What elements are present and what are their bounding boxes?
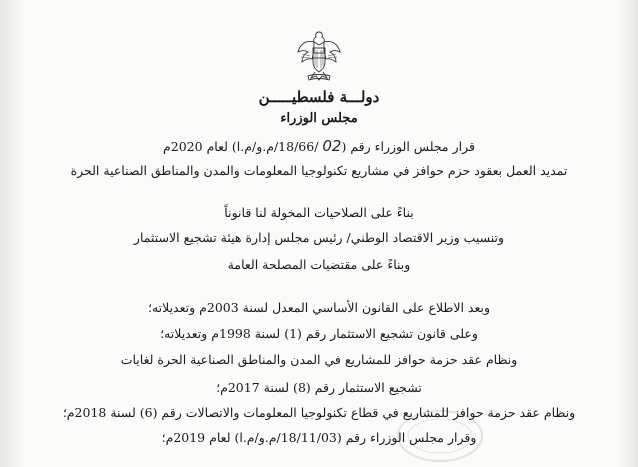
decision-number-suffix: /18/66/م.و/م.ا) لعام 2020م <box>163 139 323 154</box>
reference-line: تشجيع الاستثمار رقم (8) لسنة 2017م؛ <box>216 380 422 395</box>
country-heading: دولـــة فلسطيـــــن <box>258 88 380 106</box>
reference-line: وقرار مجلس الوزراء رقم (18/11/03/م.و/م.ا) لعام 2019م؛ <box>161 430 477 445</box>
reference-line: وبعد الاطلاع على القانون الأساسي المعدل لسنة 2003م وتعديلاته؛ <box>147 300 491 315</box>
reference-line: وعلى قانون تشجيع الاستثمار رقم (1) لسنة 1998م وتعديلاته؛ <box>160 326 478 341</box>
reference-line: ونظام عقد حزمة حوافز للمشاريع في قطاع تكنولوجيا المعلومات والاتصالات رقم (6) لسنة 2018م؛ <box>62 405 576 420</box>
decision-subject: تمديد العمل بعقود حزم حوافز في مشاريع تكنولوجيا المعلومات والمدن والمناطق الصناعية الحرة <box>70 163 568 178</box>
basis-line: وبناءً على مقتضيات المصلحة العامة <box>227 257 411 272</box>
decision-number-prefix: قرار مجلس الوزراء رقم ( <box>341 139 475 154</box>
basis-line: وتنسيب وزير الاقتصاد الوطني/ رئيس مجلس إدارة هيئة تشجيع الاستثمار <box>133 230 505 245</box>
basis-line: بناءً على الصلاحيات المخولة لنا قانوناً <box>224 205 414 220</box>
decision-number-handwritten: 02 <box>322 137 342 155</box>
decision-number <box>0 137 638 155</box>
reference-line: ونظام عقد حزمة حوافز للمشاريع في المدن والمناطق الصناعية الحرة لغايات <box>120 352 518 367</box>
palestine-eagle-emblem-icon <box>296 26 342 84</box>
faint-stamp-watermark <box>395 408 485 463</box>
cabinet-heading: مجلس الوزراء <box>280 111 358 126</box>
